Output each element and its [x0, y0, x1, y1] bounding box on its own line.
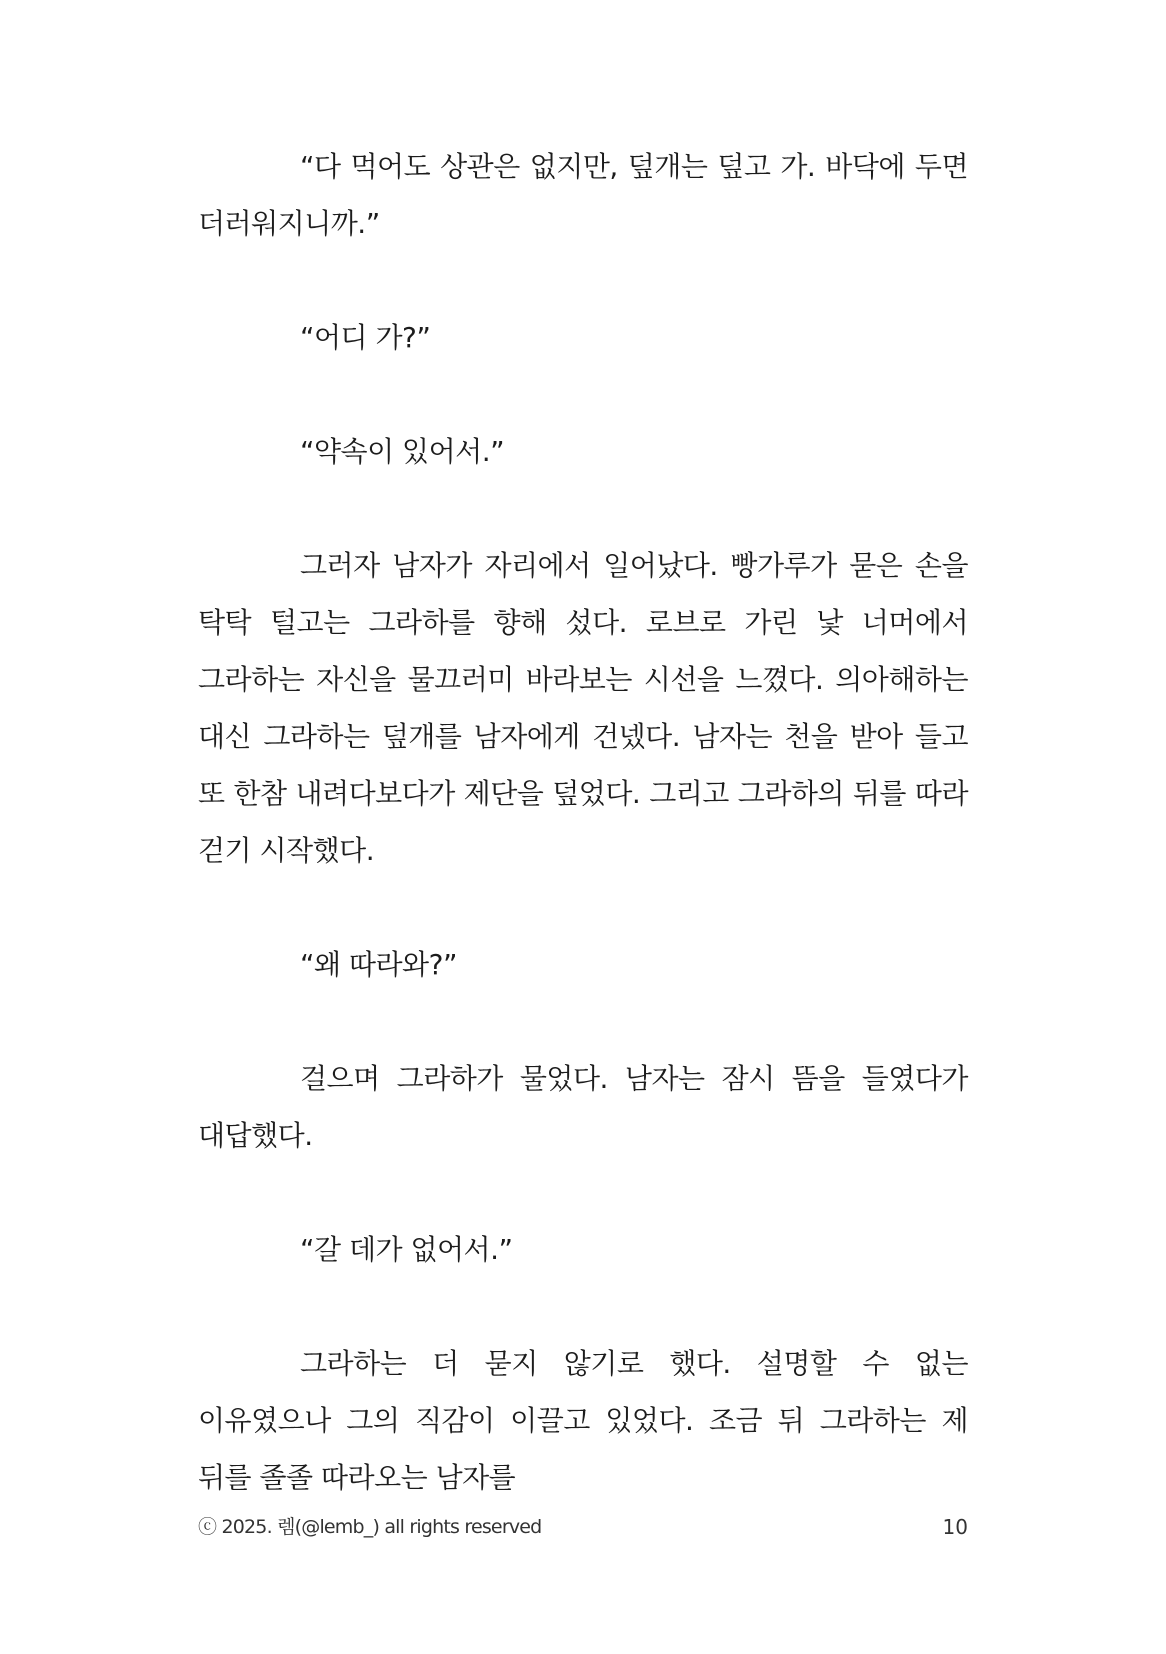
- page-body: [198, 138, 968, 1506]
- paragraph: “갈 데가 없어서.”: [300, 1233, 513, 1266]
- page-number: 10: [942, 1515, 968, 1539]
- footer-copyright: ⓒ 2025. 렘(@lemb_) all rights reserved: [198, 1516, 542, 1538]
- paragraph: 그러자 남자가 자리에서 일어났다. 빵가루가 묻은 손을 탁탁 털고는 그라하를 향해 섰다. 로브로 가린 낯 너머에서 그라하는 자신을 물끄러미 바라보는 시선을 느꼈다. 의아해하는 대신 그라하는 덮개를 남자에게 건넸다. 남자는 천을 받아 들고 또 한참 내려다보다가 제단을 덮었다. 그리고 그라하의 뒤를 따라 걷기 시작했다.: [198, 549, 968, 867]
- paragraph: “약속이 있어서.”: [300, 435, 505, 468]
- paragraph: 그라하는 더 묻지 않기로 했다. 설명할 수 없는 이유였으나 그의 직감이 이끌고 있었다. 조금 뒤 그라하는 제 뒤를 졸졸 따라오는 남자를: [198, 1347, 968, 1494]
- paragraph: “왜 따라와?”: [300, 948, 457, 981]
- paragraph: “어디 가?”: [300, 321, 431, 354]
- paragraph: “다 먹어도 상관은 없지만, 덮개는 덮고 가. 바닥에 두면 더러워지니까.”: [198, 150, 968, 240]
- paragraph: 걸으며 그라하가 물었다. 남자는 잠시 뜸을 들였다가 대답했다.: [198, 1062, 968, 1152]
